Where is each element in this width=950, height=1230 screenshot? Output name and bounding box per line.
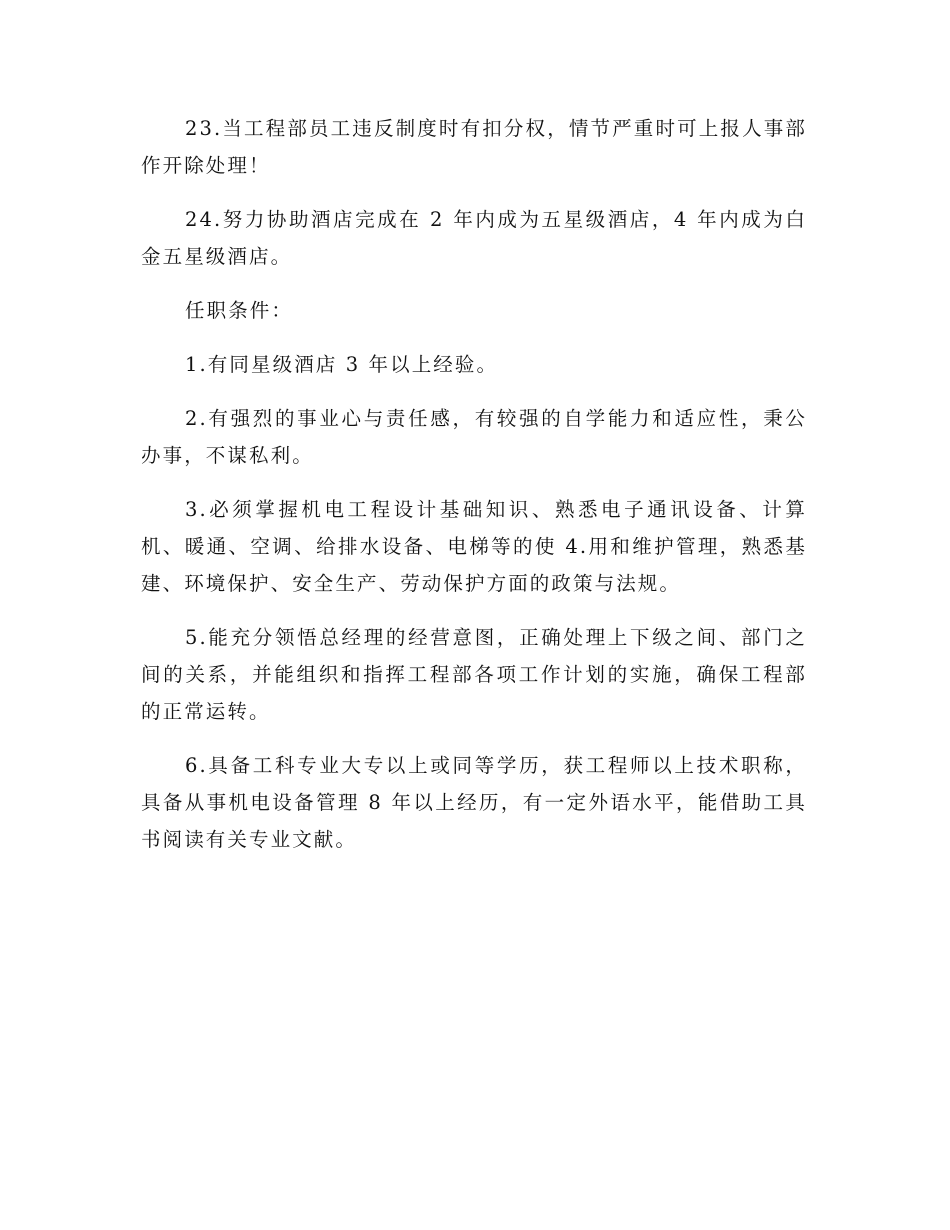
paragraph-item-24: 24.努力协助酒店完成在 2 年内成为五星级酒店，4 年内成为白金五星级酒店。 bbox=[141, 208, 807, 268]
requirement-item-2: 2.有强烈的事业心与责任感，有较强的自学能力和适应性，秉公办事，不谋私利。 bbox=[141, 407, 807, 467]
requirement-item-5: 5.能充分领悟总经理的经营意图，正确处理上下级之间、部门之间的关系，并能组织和指挥工程部各项工作计划的实施，确保工程部的正常运转。 bbox=[141, 626, 807, 723]
requirement-item-1: 1.有同星级酒店 3 年以上经验。 bbox=[185, 353, 499, 376]
paragraph-item-23: 23.当工程部员工违反制度时有扣分权，情节严重时可上报人事部作开除处理！ bbox=[141, 117, 807, 177]
document-body bbox=[141, 110, 807, 875]
requirement-item-3: 3.必须掌握机电工程设计基础知识、熟悉电子通讯设备、计算机、暖通、空调、给排水设备、电梯等的使 4.用和维护管理，熟悉基建、环境保护、安全生产、劳动保护方面的政策与法规。 bbox=[141, 498, 807, 595]
requirement-item-6: 6.具备工科专业大专以上或同等学历，获工程师以上技术职称，具备从事机电设备管理 8 年以上经历，有一定外语水平，能借助工具书阅读有关专业文献。 bbox=[141, 754, 807, 851]
section-heading-requirements: 任职条件： bbox=[185, 299, 294, 322]
